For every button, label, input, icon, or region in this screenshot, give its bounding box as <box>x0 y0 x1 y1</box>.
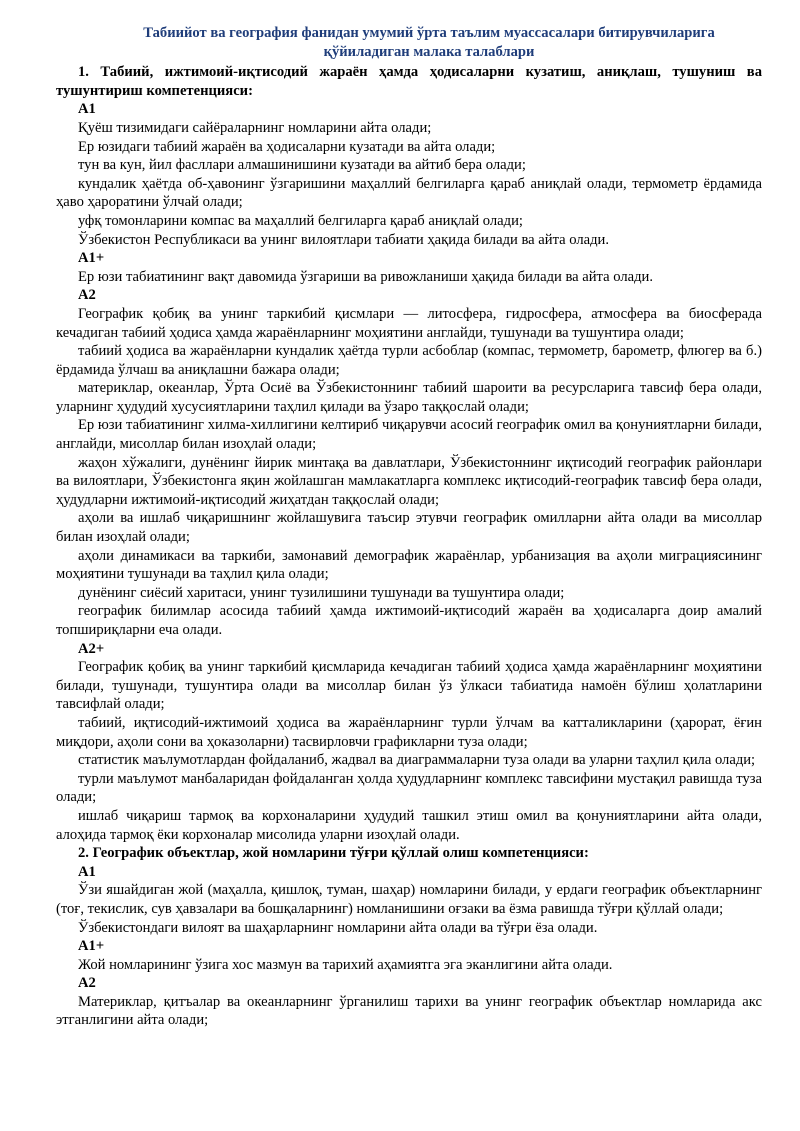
title-line-2: қўйиладиган малака талаблари <box>323 43 535 60</box>
requirement-item: ишлаб чиқариш тармоқ ва корхоналарини ҳудудий ташкил этиш омил ва қонуниятларини айта олади, алоҳида тармоқ ёки корхоналар мисолида уларни изоҳлай олади. <box>56 807 762 843</box>
requirement-item: турли маълумот манбаларидан фойдаланган ҳолда ҳудудларнинг комплекс тавсифини мустақил равишда туза олади; <box>56 770 762 806</box>
requirement-item: аҳоли ва ишлаб чиқаришнинг жойлашувига таъсир этувчи географик омилларни айта олади ва мисоллар билан изоҳлай олади; <box>56 510 762 546</box>
level-label: А2 <box>78 287 96 304</box>
section-heading: 2. Географик объектлар, жой номларини тўғри қўллай олиш компетенцияси: <box>78 845 589 862</box>
requirement-item: кундалик ҳаётда об-ҳавонинг ўзгаришини маҳаллий белгиларга қараб аниқлай олади, термометр ёрдамида ҳаво ҳароратини ўлчай олади; <box>56 175 762 211</box>
requirement-item: Ер юзи табиатининг хилма-хиллигини келтириб чиқарувчи асосий географик омил ва қонуниятларни билади, англайди, мисоллар билан изоҳлай олади; <box>56 417 762 453</box>
requirement-item: Жой номларининг ўзига хос мазмун ва тарихий аҳамиятга эга эканлигини айта олади. <box>78 956 613 973</box>
requirement-item: материклар, океанлар, Ўрта Осиё ва Ўзбекистоннинг табиий шароити ва ресурсларига тавсиф бера олади, уларнинг ҳудудий хусусиятларини таҳлил қилади ва ўзаро таққослай олади; <box>56 380 762 415</box>
requirement-item: Ер юзидаги табиий жараён ва ҳодисаларни кузатади ва айта олади; <box>78 138 496 155</box>
requirement-item: Материклар, қитъалар ва океанларнинг ўрганилиш тарихи ва унинг географик объектлар номларида акс этганлигини айта олади; <box>56 993 762 1029</box>
level-label: А1 <box>78 101 96 118</box>
requirement-item: Ўзбекистон Республикаси ва унинг вилоятлари табиати ҳақида билади ва айта олади. <box>78 231 609 248</box>
requirement-item: табиий, иқтисодий-ижтимоий ҳодиса ва жараёнларнинг турли ўлчам ва катталикларини (ҳарорат, ёғин миқдори, аҳоли сони ва ҳоказоларни) тасвирловчи графикларни туза олади; <box>56 714 762 750</box>
level-label: А2 <box>78 975 96 992</box>
requirement-item: Ўзбекистондаги вилоят ва шаҳарларнинг номларини айта олади ва тўғри ёза олади. <box>78 919 598 936</box>
level-label: А1+ <box>78 250 105 267</box>
requirement-item: Ўзи яшайдиган жой (маҳалла, қишлоқ, туман, шаҳар) номларини билади, у ердаги географик объектларнинг (тоғ, текислик, сув ҳавзалари ва бошқаларнинг) номланишини оғзаки ва ёзма равишда тўғри қўллай олади; <box>56 882 762 917</box>
requirement-item: табиий ҳодиса ва жараёнларни кундалик ҳаётда турли асбоблар (компас, термометр, барометр, флюгер ва б.) ёрдамида ўлчаш ва аниқлашни бажара олади; <box>56 343 762 378</box>
document-title <box>96 24 762 61</box>
level-label: А1 <box>78 863 96 880</box>
requirement-item: Ер юзи табиатининг вақт давомида ўзгариши ва ривожланиши ҳақида билади ва айта олади. <box>78 268 653 285</box>
level-label: А1+ <box>78 938 105 955</box>
requirement-item: жаҳон хўжалиги, дунёнинг йирик минтақа ва давлатлари, Ўзбекистоннинг иқтисодий географик районлари ва вилоятлари, Ўзбекистонга яқин жойлашган мамлакатларга комплекс иқтисодий-географик тавсиф бера олади, ҳудудларни ижтимоий-иқтисодий жиҳатдан таққослай олади; <box>56 454 762 508</box>
section-heading: 1. Табиий, ижтимоий-иқтисодий жараён ҳамда ҳодисаларни кузатиш, аниқлаш, тушуниш ва тушунтириш компетенцияси: <box>56 64 762 99</box>
requirement-item: аҳоли динамикаси ва таркиби, замонавий демографик жараёнлар, урбанизация ва аҳоли миграциясининг моҳиятини тушунади ва таҳлил қила олади; <box>56 547 762 583</box>
requirement-item: статистик маълумотлардан фойдаланиб, жадвал ва диаграммаларни туза олади ва уларни таҳлил қила олади; <box>78 752 756 769</box>
requirement-item: Қуёш тизимидаги сайёраларнинг номларини айта олади; <box>78 119 432 136</box>
requirement-item: дунёнинг сиёсий харитаси, унинг тузилишини тушунади ва тушунтира олади; <box>78 584 565 601</box>
requirement-item: уфқ томонларини компас ва маҳаллий белгиларга қараб аниқлай олади; <box>78 212 523 229</box>
document-body <box>56 63 762 1030</box>
requirement-item: Географик қобиқ ва унинг таркибий қисмларида кечадиган табиий ҳодиса ҳамда жараёнларнинг моҳиятини билади, тушунади, тушунтира олади ва мисоллар билан ўз ўлкаси табиатида намоён бўлиш ҳолатларини тавсифлай олади; <box>56 659 762 713</box>
title-line-1: Табиийот ва география фанидан умумий ўрта таълим муассасалари битирувчиларига <box>143 25 715 41</box>
level-label: А2+ <box>78 640 105 657</box>
requirement-item: тун ва кун, йил фасллари алмашинишини кузатади ва айтиб бера олади; <box>78 157 526 174</box>
requirement-item: географик билимлар асосида табиий ҳамда ижтимоий-иқтисодий жараён ва ҳодисаларга доир амалий топшириқларни еча олади. <box>56 603 762 638</box>
requirement-item: Географик қобиқ ва унинг таркибий қисмлари — литосфера, гидросфера, атмосфера ва биосферада кечадиган табиий ҳодиса ҳамда жараёнларнинг моҳиятини англайди, тушунади ва тушунтира олади; <box>56 305 762 341</box>
